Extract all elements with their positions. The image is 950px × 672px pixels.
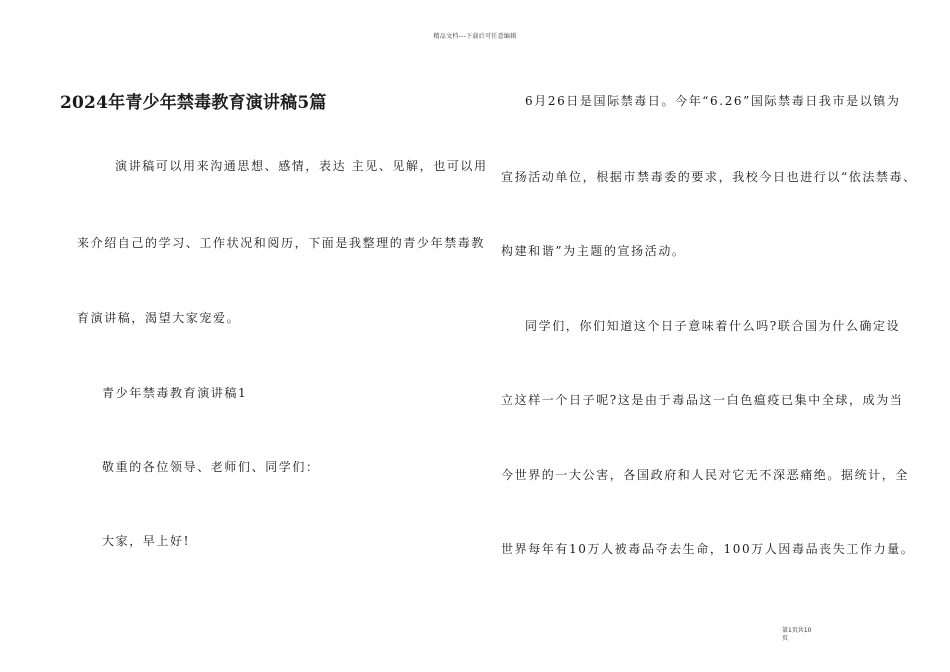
greeting: 大家，早上好! (102, 534, 191, 548)
left-paragraph-line: 来介绍自己的学习、工作状况和阅历，下面是我整理的青少年禁毒教 (77, 236, 486, 250)
right-paragraph-line: 宣扬活动单位，根据市禁毒委的要求，我校今日也进行以“依法禁毒、 (501, 170, 917, 184)
page-header: 精品文档---下载后可任意编辑 (433, 33, 517, 40)
right-paragraph-line: 同学们，你们知道这个日子意味着什么吗?联合国为什么确定设 (525, 319, 901, 333)
left-paragraph-line: 演讲稿可以用来沟通思想、感情，表达 主见、见解，也可以用 (115, 159, 488, 173)
page-number-line: 第1页共10 (782, 627, 812, 634)
right-paragraph-line: 6月26日是国际禁毒日。今年“6.26”国际禁毒日我市是以镇为 (525, 94, 901, 108)
speech-subtitle: 青少年禁毒教育演讲稿1 (102, 386, 248, 400)
right-paragraph-line: 世界每年有10万人被毒品夺去生命，100万人因毒品丧失工作力量。 (501, 542, 915, 556)
page-number-line: 页 (782, 635, 789, 642)
right-paragraph-line: 今世界的一大公害，各国政府和人民对它无不深恶痛绝。据统计，全 (501, 468, 910, 482)
page-number (782, 627, 832, 643)
salutation: 敬重的各位领导、老师们、同学们： (102, 460, 320, 474)
right-paragraph-line: 构建和谐”为主题的宣扬活动。 (501, 244, 686, 258)
left-paragraph-line: 育演讲稿，渴望大家宠爱。 (77, 311, 241, 325)
document-title: 2024年青少年禁毒教育演讲稿5篇 (60, 93, 327, 113)
right-paragraph-line: 立这样一个日子呢?这是由于毒品这一白色瘟疫已集中全球，成为当 (501, 393, 904, 407)
